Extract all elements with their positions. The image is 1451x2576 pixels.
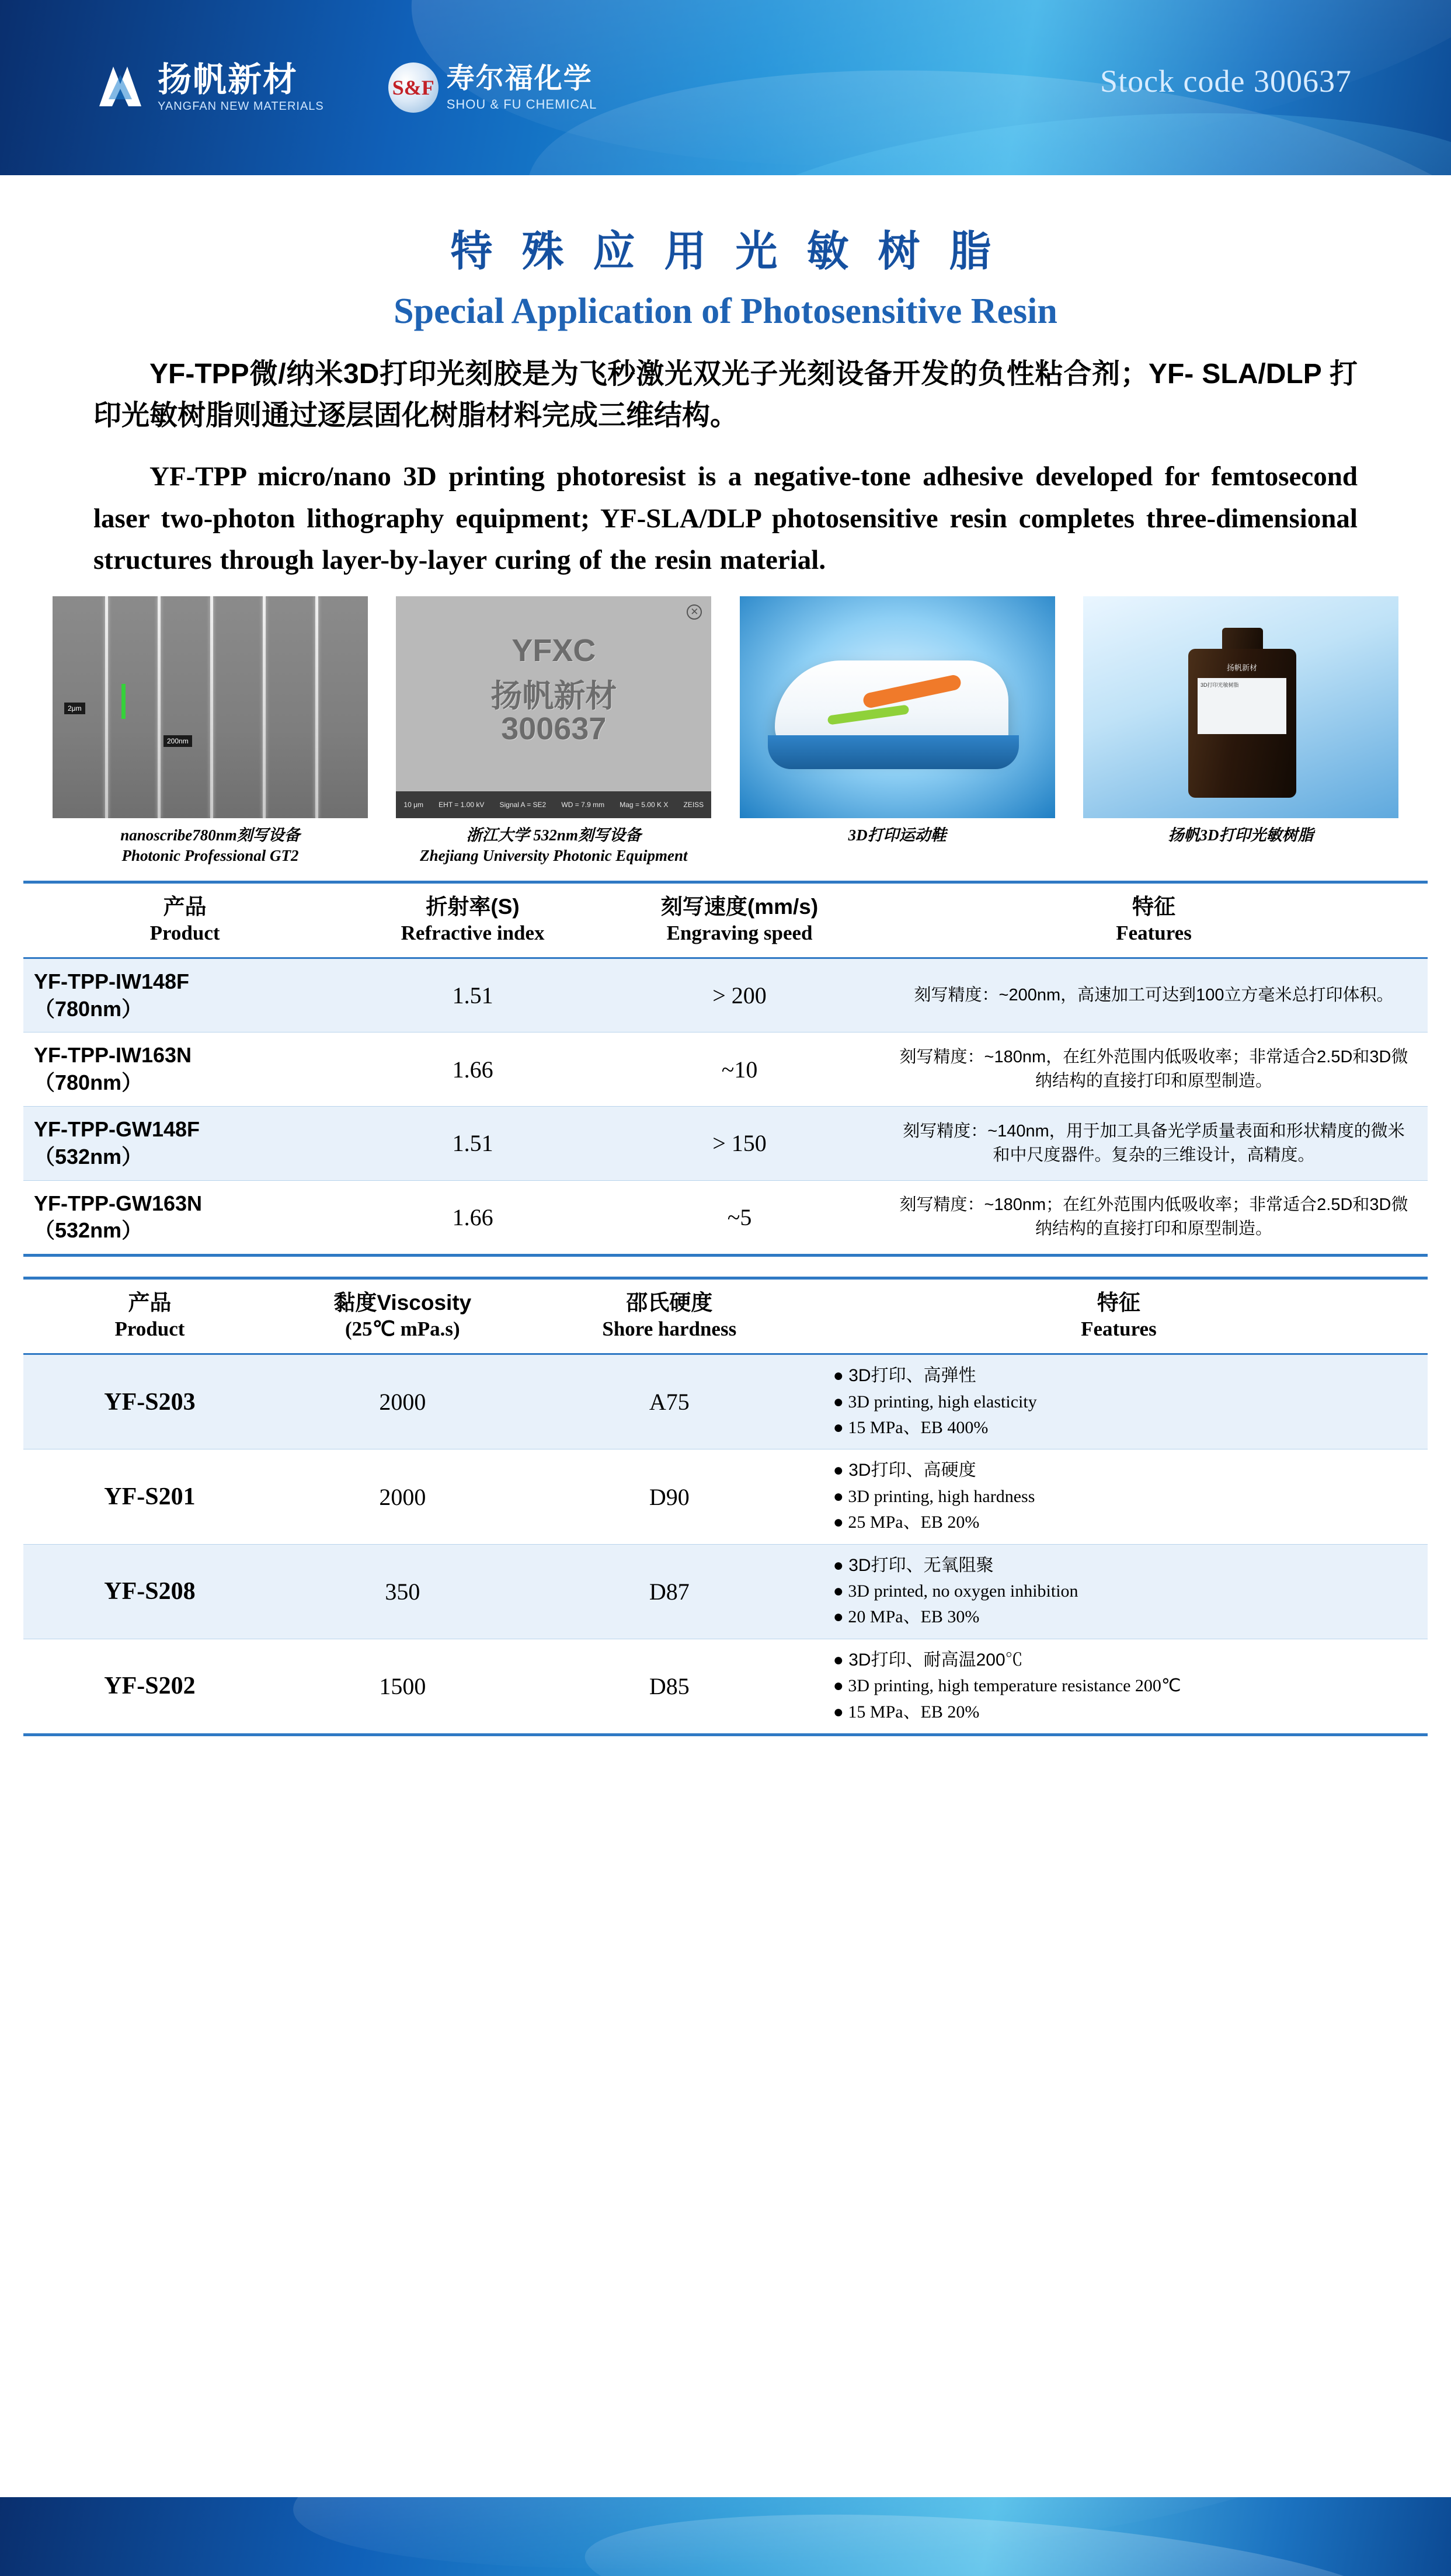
cell-shore-hardness: D87 [529, 1544, 810, 1639]
bottle-label: 3D打印光敏树脂 [1198, 678, 1286, 734]
yangfan-logo [93, 61, 324, 114]
product-name: YF-TPP-GW148F [34, 1117, 200, 1141]
th-features-en: Features [1081, 1317, 1157, 1341]
feature-line: ● 25 MPa、EB 20% [833, 1513, 980, 1532]
th-speed-cn: 刻写速度(mm/s) [660, 894, 819, 919]
image-cell-sem-nanoscribe [53, 596, 368, 866]
image-caption-sem-nanoscribe [120, 825, 300, 866]
table-row [23, 1639, 1428, 1734]
th-product-en: Product [149, 921, 220, 944]
cell-features [810, 1544, 1428, 1639]
cell-product [23, 958, 346, 1033]
product-name: YF-TPP-GW163N [34, 1191, 203, 1215]
th-product-en: Product [114, 1317, 185, 1341]
cell-product [23, 1033, 346, 1107]
cell-product: YF-S202 [23, 1639, 276, 1734]
intro-paragraph-en: YF-TPP micro/nano 3D printing photoresist is a negative-tone adhesive developed for femtosecond laser two-photon lithography equipment; YF-SLA/DLP photosensitive resin completes three-dimensional structures through layer-by-layer curing of the resin material. [93, 461, 1358, 575]
image-row [0, 581, 1451, 866]
table-1-wrapper [0, 881, 1451, 1257]
caption-en: Photonic Professional GT2 [121, 847, 299, 865]
th-features-cn: 特征 [1097, 1291, 1140, 1315]
sem-footer-bar [396, 791, 711, 818]
cell-product: YF-S201 [23, 1449, 276, 1544]
table-header-row [23, 882, 1428, 958]
stock-code: Stock code 300637 [1100, 64, 1352, 99]
feature-line: ● 3D打印、无氧阻聚 [833, 1555, 994, 1575]
shoufu-logo-en: SHOU & FU CHEMICAL [446, 96, 597, 112]
sem-vendor: ZEISS [683, 801, 704, 809]
cell-shore-hardness: A75 [529, 1354, 810, 1449]
th-hardness-cn: 邵氏硬度 [626, 1291, 713, 1315]
close-icon: ✕ [687, 604, 702, 620]
image-caption-sem-zhejiang [420, 825, 687, 866]
feature-line: ● 15 MPa、EB 20% [833, 1702, 980, 1722]
th-refractive-en: Refractive index [401, 921, 545, 944]
product-name: YF-TPP-IW148F [34, 969, 190, 993]
product-wavelength: （780nm） [34, 996, 143, 1021]
feature-line: ● 3D printing, high temperature resistance 200℃ [833, 1676, 1181, 1696]
cell-engraving-speed: ~10 [599, 1033, 880, 1107]
cell-refractive-index: 1.66 [346, 1033, 599, 1107]
th-product-cn: 产品 [163, 894, 207, 919]
product-wavelength: （532nm） [34, 1218, 143, 1243]
th-viscosity-unit: (25℃ mPa.s) [345, 1317, 460, 1341]
sem-mag: Mag = 5.00 K X [620, 801, 669, 809]
sem-signal: Signal A = SE2 [499, 801, 547, 809]
sem-nanoscribe-image [53, 596, 368, 818]
sem-tag-1: 2μm [64, 703, 85, 714]
sem-eht: EHT = 1.00 kV [439, 801, 485, 809]
cell-refractive-index: 1.66 [346, 1180, 599, 1256]
feature-line: ● 3D printing, high hardness [833, 1486, 1035, 1506]
cell-features: 刻写精度：~180nm，在红外范围内低吸收率；非常适合2.5D和3D微纳结构的直接打印和原型制造。 [880, 1033, 1428, 1107]
yangfan-logo-icon [93, 61, 147, 114]
th-refractive-index [346, 882, 599, 958]
page-title-en: Special Application of Photosensitive Resin [394, 291, 1057, 331]
feature-line: ● 20 MPa、EB 30% [833, 1607, 980, 1627]
th-product-cn: 产品 [128, 1291, 172, 1315]
cell-product: YF-S208 [23, 1544, 276, 1639]
sem-tag-2: 200nm [163, 735, 192, 747]
caption-en: Zhejiang University Photonic Equipment [420, 847, 688, 865]
table-header-row [23, 1278, 1428, 1354]
cell-features [810, 1354, 1428, 1449]
cell-product [23, 1106, 346, 1180]
th-viscosity-cn: 黏度Viscosity [333, 1291, 472, 1315]
table-row [23, 1180, 1428, 1256]
cell-shore-hardness: D85 [529, 1639, 810, 1734]
footer-banner [0, 2497, 1451, 2576]
feature-line: ● 3D printed, no oxygen inhibition [833, 1581, 1078, 1601]
sem-scale: 10 μm [403, 801, 423, 809]
caption-cn: 扬帆3D打印光敏树脂 [1168, 826, 1314, 844]
shoufu-logo-icon: S&F [388, 62, 439, 113]
feature-line: ● 3D打印、耐高温200℃ [833, 1650, 1023, 1670]
th-features [880, 882, 1428, 958]
cell-refractive-index: 1.51 [346, 1106, 599, 1180]
th-features [810, 1278, 1428, 1354]
cell-engraving-speed: > 150 [599, 1106, 880, 1180]
table-row [23, 1449, 1428, 1544]
image-caption-sneaker [848, 825, 947, 846]
table-row [23, 958, 1428, 1033]
table-row [23, 1106, 1428, 1180]
intro-paragraphs [0, 353, 1451, 581]
sem-overlay-line2: 扬帆新材 [490, 679, 617, 714]
th-shore-hardness [529, 1278, 810, 1354]
cell-features [810, 1449, 1428, 1544]
cell-features [810, 1639, 1428, 1734]
sneaker-image [740, 596, 1055, 818]
caption-cn: 3D打印运动鞋 [848, 826, 947, 844]
product-wavelength: （532nm） [34, 1144, 143, 1169]
th-hardness-en: Shore hardness [602, 1317, 737, 1341]
th-engraving-speed [599, 882, 880, 958]
sem-zhejiang-image [396, 596, 711, 818]
products-tpp-table [23, 881, 1428, 1257]
cell-shore-hardness: D90 [529, 1449, 810, 1544]
sem-overlay-line3: 300637 [501, 711, 607, 747]
cell-viscosity: 2000 [276, 1449, 529, 1544]
image-caption-resin-bottle [1168, 825, 1313, 846]
image-cell-sneaker [740, 596, 1055, 866]
table-2-wrapper [0, 1277, 1451, 1736]
intro-paragraph-cn: YF-TPP微/纳米3D打印光刻胶是为飞秒激光双光子光刻设备开发的负性粘合剂；YF- SLA/DLP 打印光敏树脂则通过逐层固化树脂材料完成三维结构。 [93, 359, 1358, 432]
th-product [23, 882, 346, 958]
image-cell-sem-zhejiang [396, 596, 711, 866]
th-speed-en: Engraving speed [666, 921, 813, 944]
resin-bottle-image [1083, 596, 1398, 818]
cell-engraving-speed: > 200 [599, 958, 880, 1033]
feature-line: ● 15 MPa、EB 400% [833, 1418, 989, 1438]
th-features-en: Features [1116, 921, 1192, 944]
page-title-cn: 特 殊 应 用 光 敏 树 脂 [450, 228, 1001, 275]
header-banner [0, 0, 1451, 175]
products-sla-table [23, 1277, 1428, 1736]
sem-wd: WD = 7.9 mm [561, 801, 605, 809]
th-features-cn: 特征 [1132, 894, 1176, 919]
cell-features: 刻写精度：~180nm；在红外范围内低吸收率；非常适合2.5D和3D微纳结构的直接打印和原型制造。 [880, 1180, 1428, 1256]
cell-product: YF-S203 [23, 1354, 276, 1449]
table-row [23, 1033, 1428, 1107]
cell-refractive-index: 1.51 [346, 958, 599, 1033]
caption-cn: nanoscribe780nm刻写设备 [120, 826, 300, 844]
bottle-brand: 扬帆新材 [1226, 663, 1257, 673]
cell-viscosity: 1500 [276, 1639, 529, 1734]
product-wavelength: （780nm） [34, 1070, 143, 1095]
yangfan-logo-cn: 扬帆新材 [158, 61, 298, 99]
cell-product [23, 1180, 346, 1256]
sem-overlay-line1: YFXC [511, 633, 596, 669]
th-product [23, 1278, 276, 1354]
cell-engraving-speed: ~5 [599, 1180, 880, 1256]
product-name: YF-TPP-IW163N [34, 1043, 192, 1068]
cell-features: 刻写精度：~200nm，高速加工可达到100立方毫米总打印体积。 [880, 958, 1428, 1033]
feature-line: ● 3D打印、高弹性 [833, 1366, 976, 1386]
cell-features: 刻写精度：~140nm，用于加工具备光学质量表面和形状精度的微米和中尺度器件。复杂的三维设计，高精度。 [880, 1106, 1428, 1180]
yangfan-logo-en: YANGFAN NEW MATERIALS [158, 100, 324, 113]
th-refractive-cn: 折射率(S) [426, 894, 520, 919]
cell-viscosity: 2000 [276, 1354, 529, 1449]
cell-viscosity: 350 [276, 1544, 529, 1639]
feature-line: ● 3D打印、高硬度 [833, 1461, 976, 1480]
feature-line: ● 3D printing, high elasticity [833, 1392, 1037, 1412]
table-row [23, 1544, 1428, 1639]
image-cell-resin-bottle [1083, 596, 1398, 866]
th-viscosity [276, 1278, 529, 1354]
caption-cn: 浙江大学 532nm刻写设备 [466, 826, 641, 844]
shoufu-logo-cn: 寿尔福化学 [446, 63, 593, 95]
shoufu-logo [388, 62, 597, 113]
table-row [23, 1354, 1428, 1449]
